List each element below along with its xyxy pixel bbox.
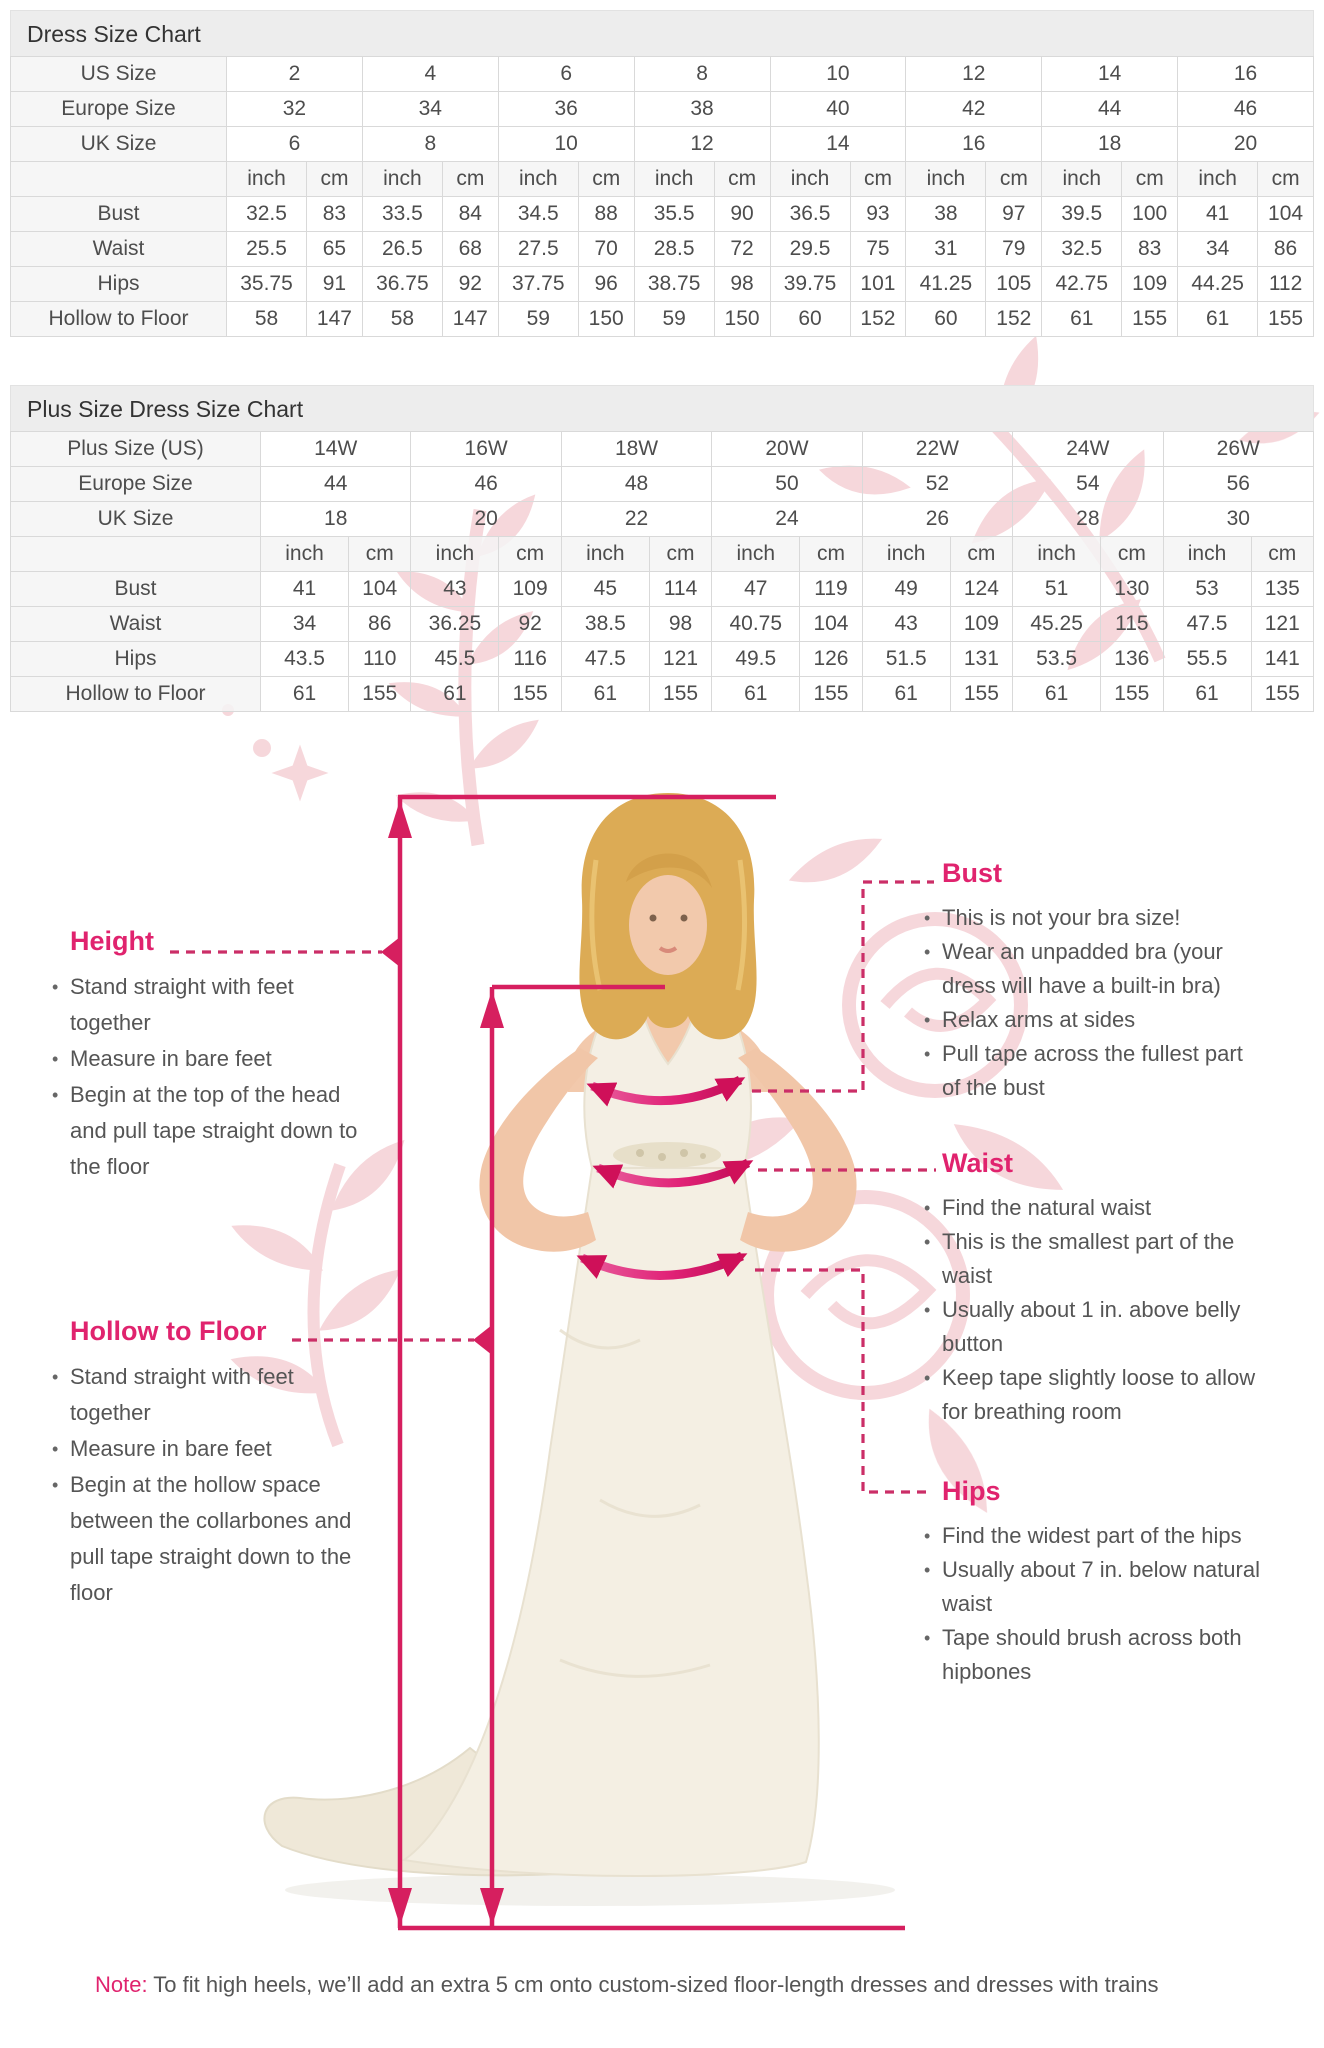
- unit-cell: inch: [1013, 537, 1101, 572]
- inch-cell: 59: [634, 302, 714, 337]
- size-row: [11, 502, 1314, 537]
- dress-size-chart-table: [10, 56, 1314, 337]
- waist-bullets: [922, 1191, 1262, 1429]
- inch-cell: 47.5: [561, 642, 649, 677]
- inch-cell: 53.5: [1013, 642, 1101, 677]
- size-cell: 38: [634, 92, 770, 127]
- inch-cell: 47: [712, 572, 800, 607]
- inch-cell: 34: [261, 607, 349, 642]
- cm-cell: 147: [307, 302, 363, 337]
- unit-cell: inch: [1042, 162, 1122, 197]
- inch-cell: 51.5: [862, 642, 950, 677]
- cm-cell: 83: [1122, 232, 1178, 267]
- bust-label: Bust: [942, 858, 1002, 888]
- cm-cell: 115: [1101, 607, 1163, 642]
- cm-cell: 104: [349, 572, 411, 607]
- unit-cell: inch: [634, 162, 714, 197]
- cm-cell: 90: [714, 197, 770, 232]
- inch-cell: 51: [1013, 572, 1101, 607]
- cm-cell: 152: [850, 302, 906, 337]
- hollow-label-arrow: [473, 1325, 492, 1355]
- size-cell: 46: [411, 467, 561, 502]
- bullet-item: • Wear an unpadded bra (your dress will have a built-in bra): [922, 935, 1262, 1003]
- cm-cell: 121: [1251, 607, 1313, 642]
- hollow-to-floor-bullets: [50, 1359, 365, 1611]
- inch-cell: 36.75: [362, 267, 442, 302]
- cm-cell: 136: [1101, 642, 1163, 677]
- bullet-item: • Stand straight with feet together: [50, 969, 360, 1041]
- unit-cell: cm: [714, 162, 770, 197]
- cm-cell: 109: [499, 572, 561, 607]
- inch-cell: 31: [906, 232, 986, 267]
- inch-cell: 53: [1163, 572, 1251, 607]
- inch-cell: 41.25: [906, 267, 986, 302]
- hips-guide-block: [922, 1476, 1262, 1689]
- unit-cell: inch: [906, 162, 986, 197]
- row-label: Bust: [11, 197, 227, 232]
- measure-row: [11, 232, 1314, 267]
- size-cell: 16W: [411, 432, 561, 467]
- measure-row: [11, 302, 1314, 337]
- bullet-item: • Usually about 7 in. below natural waist: [922, 1553, 1262, 1621]
- size-cell: 18: [1042, 127, 1178, 162]
- unit-cell: inch: [261, 537, 349, 572]
- cm-cell: 130: [1101, 572, 1163, 607]
- bust-bullets: [922, 901, 1262, 1105]
- height-bullets: [50, 969, 360, 1185]
- size-cell: 30: [1163, 502, 1313, 537]
- height-label-arrow: [381, 937, 400, 967]
- inch-cell: 45.5: [411, 642, 499, 677]
- inch-cell: 61: [411, 677, 499, 712]
- size-cell: 56: [1163, 467, 1313, 502]
- size-cell: 40: [770, 92, 906, 127]
- size-cell: 24: [712, 502, 862, 537]
- size-cell: 54: [1013, 467, 1163, 502]
- unit-cell: cm: [1101, 537, 1163, 572]
- waist-guide-block: [922, 1148, 1262, 1429]
- bullet-item: • Measure in bare feet: [50, 1431, 365, 1467]
- cm-cell: 121: [649, 642, 711, 677]
- bullet-item: • Keep tape slightly loose to allow for breathing room: [922, 1361, 1262, 1429]
- size-cell: 24W: [1013, 432, 1163, 467]
- cm-cell: 135: [1251, 572, 1313, 607]
- cm-cell: 155: [1251, 677, 1313, 712]
- cm-cell: 126: [800, 642, 862, 677]
- plus-size-chart-section: [10, 385, 1314, 712]
- size-cell: 26W: [1163, 432, 1313, 467]
- unit-cell: cm: [986, 162, 1042, 197]
- inch-cell: 60: [906, 302, 986, 337]
- cm-cell: 155: [649, 677, 711, 712]
- cm-cell: 155: [800, 677, 862, 712]
- size-cell: 22W: [862, 432, 1012, 467]
- inch-cell: 43: [862, 607, 950, 642]
- size-cell: 22: [561, 502, 711, 537]
- cm-cell: 92: [499, 607, 561, 642]
- unit-cell: inch: [1178, 162, 1258, 197]
- size-row: [11, 57, 1314, 92]
- row-label: Europe Size: [11, 92, 227, 127]
- cm-cell: 116: [499, 642, 561, 677]
- hollow-to-floor-label: Hollow to Floor: [70, 1316, 267, 1346]
- inch-cell: 28.5: [634, 232, 714, 267]
- size-cell: 44: [261, 467, 411, 502]
- row-label: Hollow to Floor: [11, 677, 261, 712]
- measure-row: [11, 607, 1314, 642]
- cm-cell: 112: [1258, 267, 1314, 302]
- unit-cell: cm: [1258, 162, 1314, 197]
- cm-cell: 93: [850, 197, 906, 232]
- row-label: Plus Size (US): [11, 432, 261, 467]
- inch-cell: 44.25: [1178, 267, 1258, 302]
- cm-cell: 96: [578, 267, 634, 302]
- cm-cell: 70: [578, 232, 634, 267]
- size-cell: 52: [862, 467, 1012, 502]
- unit-cell: inch: [561, 537, 649, 572]
- size-cell: 32: [227, 92, 363, 127]
- bullet-item: • Pull tape across the fullest part of the bust: [922, 1037, 1262, 1105]
- unit-cell: inch: [862, 537, 950, 572]
- cm-cell: 98: [649, 607, 711, 642]
- inch-cell: 49.5: [712, 642, 800, 677]
- inch-cell: 34.5: [498, 197, 578, 232]
- size-cell: 10: [770, 57, 906, 92]
- cm-cell: 114: [649, 572, 711, 607]
- inch-cell: 32.5: [227, 197, 307, 232]
- size-cell: 8: [362, 127, 498, 162]
- hips-label: Hips: [942, 1476, 1001, 1506]
- size-cell: 18: [261, 502, 411, 537]
- cm-cell: 150: [578, 302, 634, 337]
- inch-cell: 43: [411, 572, 499, 607]
- size-cell: 20: [411, 502, 561, 537]
- bullet-item: • This is the smallest part of the waist: [922, 1225, 1262, 1293]
- unit-cell: inch: [498, 162, 578, 197]
- size-cell: 10: [498, 127, 634, 162]
- cm-cell: 88: [578, 197, 634, 232]
- cm-cell: 100: [1122, 197, 1178, 232]
- size-cell: 48: [561, 467, 711, 502]
- cm-cell: 91: [307, 267, 363, 302]
- model-head: [579, 793, 756, 1039]
- bust-guide-block: [922, 858, 1262, 1105]
- cm-cell: 104: [800, 607, 862, 642]
- size-cell: 28: [1013, 502, 1163, 537]
- row-label: Waist: [11, 232, 227, 267]
- cm-cell: 131: [950, 642, 1012, 677]
- unit-cell: cm: [1251, 537, 1313, 572]
- cm-cell: 155: [1122, 302, 1178, 337]
- cm-cell: 68: [442, 232, 498, 267]
- size-cell: 12: [634, 127, 770, 162]
- cm-cell: 86: [349, 607, 411, 642]
- size-cell: 6: [498, 57, 634, 92]
- size-cell: 6: [227, 127, 363, 162]
- cm-cell: 75: [850, 232, 906, 267]
- size-cell: 14W: [261, 432, 411, 467]
- bust-dashed-connector: [752, 882, 934, 1091]
- inch-cell: 25.5: [227, 232, 307, 267]
- inch-cell: 35.5: [634, 197, 714, 232]
- bullet-item: • Tape should brush across both hipbones: [922, 1621, 1262, 1689]
- inch-cell: 27.5: [498, 232, 578, 267]
- cm-cell: 110: [349, 642, 411, 677]
- unit-cell: cm: [307, 162, 363, 197]
- cm-cell: 155: [950, 677, 1012, 712]
- row-label: Waist: [11, 607, 261, 642]
- height-guide-block: [50, 926, 360, 1185]
- cm-cell: 104: [1258, 197, 1314, 232]
- cm-cell: 86: [1258, 232, 1314, 267]
- cm-cell: 141: [1251, 642, 1313, 677]
- inch-cell: 47.5: [1163, 607, 1251, 642]
- cm-cell: 155: [349, 677, 411, 712]
- cm-cell: 155: [1101, 677, 1163, 712]
- size-cell: 2: [227, 57, 363, 92]
- unit-cell: cm: [442, 162, 498, 197]
- unit-cell: inch: [770, 162, 850, 197]
- row-label: Hips: [11, 267, 227, 302]
- cm-cell: 109: [950, 607, 1012, 642]
- inch-cell: 61: [1163, 677, 1251, 712]
- inch-cell: 61: [1013, 677, 1101, 712]
- cm-cell: 92: [442, 267, 498, 302]
- inch-cell: 33.5: [362, 197, 442, 232]
- row-label: Hips: [11, 642, 261, 677]
- cm-cell: 101: [850, 267, 906, 302]
- row-label: UK Size: [11, 127, 227, 162]
- size-cell: 14: [770, 127, 906, 162]
- unit-cell: inch: [227, 162, 307, 197]
- size-row: [11, 432, 1314, 467]
- cm-cell: 155: [499, 677, 561, 712]
- plus-size-chart-title: Plus Size Dress Size Chart: [10, 385, 1314, 431]
- inch-cell: 59: [498, 302, 578, 337]
- bullet-item: • Measure in bare feet: [50, 1041, 360, 1077]
- inch-cell: 36.5: [770, 197, 850, 232]
- measure-row: [11, 572, 1314, 607]
- inch-cell: 43.5: [261, 642, 349, 677]
- inch-cell: 39.75: [770, 267, 850, 302]
- inch-cell: 58: [362, 302, 442, 337]
- unit-row: [11, 162, 1314, 197]
- cm-cell: 84: [442, 197, 498, 232]
- unit-cell: cm: [850, 162, 906, 197]
- bullet-item: • Find the widest part of the hips: [922, 1519, 1262, 1553]
- bullet-item: • Begin at the top of the head and pull tape straight down to the floor: [50, 1077, 360, 1185]
- cm-cell: 147: [442, 302, 498, 337]
- measure-row: [11, 642, 1314, 677]
- inch-cell: 26.5: [362, 232, 442, 267]
- cm-cell: 65: [307, 232, 363, 267]
- unit-cell: cm: [578, 162, 634, 197]
- measure-row: [11, 267, 1314, 302]
- unit-cell: inch: [712, 537, 800, 572]
- height-label: Height: [70, 926, 154, 956]
- inch-cell: 34: [1178, 232, 1258, 267]
- inch-cell: 35.75: [227, 267, 307, 302]
- floor-shadow: [285, 1874, 895, 1906]
- row-label: [11, 162, 227, 197]
- measure-row: [11, 677, 1314, 712]
- size-cell: 16: [906, 127, 1042, 162]
- inch-cell: 61: [862, 677, 950, 712]
- unit-cell: cm: [800, 537, 862, 572]
- size-cell: 8: [634, 57, 770, 92]
- inch-cell: 29.5: [770, 232, 850, 267]
- inch-cell: 45.25: [1013, 607, 1101, 642]
- size-cell: 4: [362, 57, 498, 92]
- unit-cell: inch: [362, 162, 442, 197]
- inch-cell: 55.5: [1163, 642, 1251, 677]
- dress-size-chart-section: [10, 10, 1314, 337]
- size-row: [11, 127, 1314, 162]
- cm-cell: 79: [986, 232, 1042, 267]
- row-label: Hollow to Floor: [11, 302, 227, 337]
- inch-cell: 40.75: [712, 607, 800, 642]
- height-down-arrow: [388, 1888, 412, 1926]
- inch-cell: 42.75: [1042, 267, 1122, 302]
- unit-cell: inch: [411, 537, 499, 572]
- unit-cell: cm: [499, 537, 561, 572]
- unit-cell: cm: [950, 537, 1012, 572]
- inch-cell: 38: [906, 197, 986, 232]
- inch-cell: 61: [561, 677, 649, 712]
- unit-row: [11, 537, 1314, 572]
- inch-cell: 39.5: [1042, 197, 1122, 232]
- size-cell: 12: [906, 57, 1042, 92]
- note-text: To fit high heels, we’ll add an extra 5 cm onto custom-sized floor-length dresses and dresses with trains: [147, 1972, 1159, 1997]
- size-cell: 36: [498, 92, 634, 127]
- cm-cell: 119: [800, 572, 862, 607]
- size-cell: 42: [906, 92, 1042, 127]
- inch-cell: 58: [227, 302, 307, 337]
- inch-cell: 38.5: [561, 607, 649, 642]
- cm-cell: 152: [986, 302, 1042, 337]
- inch-cell: 45: [561, 572, 649, 607]
- hollow-to-floor-guide-block: [50, 1316, 365, 1611]
- unit-cell: cm: [1122, 162, 1178, 197]
- row-label: [11, 537, 261, 572]
- cm-cell: 83: [307, 197, 363, 232]
- size-cell: 50: [712, 467, 862, 502]
- cm-cell: 124: [950, 572, 1012, 607]
- inch-cell: 60: [770, 302, 850, 337]
- inch-cell: 61: [261, 677, 349, 712]
- dress-size-chart-title: Dress Size Chart: [10, 10, 1314, 56]
- plus-size-chart-table: [10, 431, 1314, 712]
- inch-cell: 49: [862, 572, 950, 607]
- hollow-down-arrow: [480, 1888, 504, 1926]
- waist-label: Waist: [942, 1148, 1014, 1178]
- hollow-up-arrow: [480, 990, 504, 1028]
- inch-cell: 61: [1178, 302, 1258, 337]
- bullet-item: • Relax arms at sides: [922, 1003, 1262, 1037]
- size-cell: 26: [862, 502, 1012, 537]
- size-cell: 34: [362, 92, 498, 127]
- size-cell: 44: [1042, 92, 1178, 127]
- cm-cell: 98: [714, 267, 770, 302]
- size-cell: 20: [1178, 127, 1314, 162]
- inch-cell: 36.25: [411, 607, 499, 642]
- bullet-item: • Usually about 1 in. above belly button: [922, 1293, 1262, 1361]
- measure-row: [11, 197, 1314, 232]
- hips-bullets: [922, 1519, 1262, 1689]
- bullet-item: • This is not your bra size!: [922, 901, 1262, 935]
- size-cell: 46: [1178, 92, 1314, 127]
- cm-cell: 109: [1122, 267, 1178, 302]
- unit-cell: cm: [349, 537, 411, 572]
- note-prefix: Note:: [95, 1972, 148, 1997]
- height-up-arrow: [388, 800, 412, 838]
- cm-cell: 97: [986, 197, 1042, 232]
- bullet-item: • Begin at the hollow space between the collarbones and pull tape straight down to the floor: [50, 1467, 365, 1611]
- size-cell: 16: [1178, 57, 1314, 92]
- size-row: [11, 467, 1314, 502]
- inch-cell: 61: [1042, 302, 1122, 337]
- size-cell: 18W: [561, 432, 711, 467]
- cm-cell: 105: [986, 267, 1042, 302]
- inch-cell: 37.75: [498, 267, 578, 302]
- cm-cell: 155: [1258, 302, 1314, 337]
- row-label: Europe Size: [11, 467, 261, 502]
- inch-cell: 32.5: [1042, 232, 1122, 267]
- unit-cell: cm: [649, 537, 711, 572]
- footnote: [95, 1972, 1158, 1998]
- unit-cell: inch: [1163, 537, 1251, 572]
- row-label: US Size: [11, 57, 227, 92]
- size-row: [11, 92, 1314, 127]
- size-cell: 14: [1042, 57, 1178, 92]
- bullet-item: • Stand straight with feet together: [50, 1359, 365, 1431]
- inch-cell: 38.75: [634, 267, 714, 302]
- inch-cell: 41: [1178, 197, 1258, 232]
- bullet-item: • Find the natural waist: [922, 1191, 1262, 1225]
- row-label: Bust: [11, 572, 261, 607]
- inch-cell: 41: [261, 572, 349, 607]
- row-label: UK Size: [11, 502, 261, 537]
- cm-cell: 150: [714, 302, 770, 337]
- inch-cell: 61: [712, 677, 800, 712]
- size-cell: 20W: [712, 432, 862, 467]
- cm-cell: 72: [714, 232, 770, 267]
